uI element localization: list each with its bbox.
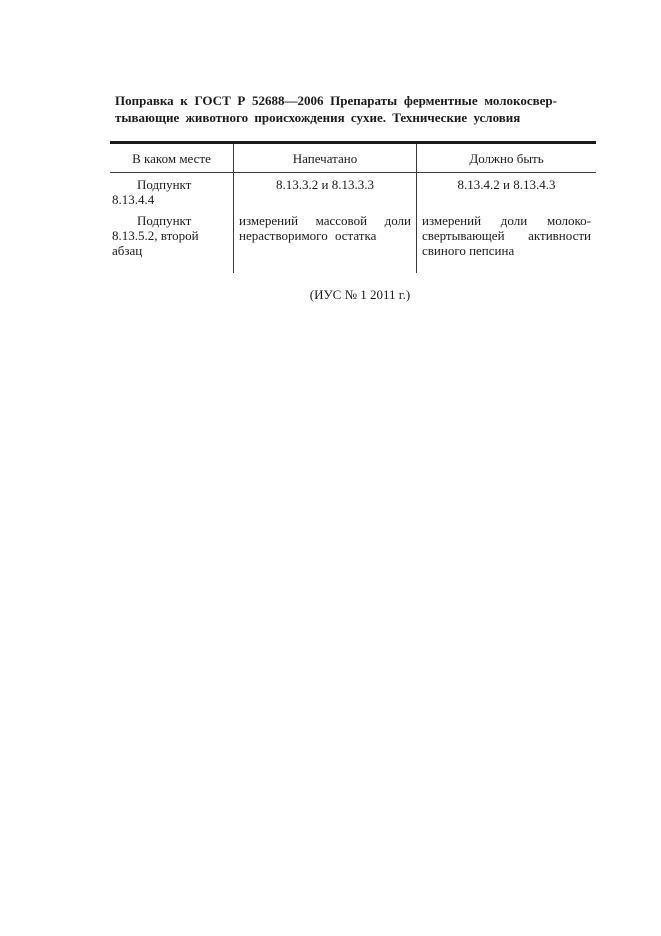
amendment-table xyxy=(110,141,596,273)
table-cell-line: Подпункт xyxy=(137,213,192,228)
table-cell-line: свертывающей активности xyxy=(422,228,591,243)
header-cell-printed: Напечатано xyxy=(233,144,416,172)
cell-printed-row2 xyxy=(233,209,416,273)
cell-location-row1 xyxy=(110,173,233,209)
title-line-2: тывающие животного происхождения сухие. Технические условия xyxy=(115,110,521,125)
table-cell-line: 8.13.4.4 xyxy=(112,192,155,207)
header-cell-should-be: Должно быть xyxy=(416,144,596,172)
table-cell-line: свиного пепсина xyxy=(422,243,515,258)
table-cell-line: абзац xyxy=(112,243,143,258)
cell-should-be-row2 xyxy=(416,209,596,273)
table-cell-line: измерений массовой доли xyxy=(239,213,411,228)
table-cell-line: измерений доли молоко- xyxy=(422,213,591,228)
cell-location-row2 xyxy=(110,209,233,273)
table-cell-line: 8.13.5.2, второй xyxy=(112,228,199,243)
document-title xyxy=(115,92,557,126)
table-cell-line: нерастворимого остатка xyxy=(239,228,377,243)
cell-should-be-row1 xyxy=(416,173,596,209)
header-cell-location: В каком месте xyxy=(132,151,211,166)
cell-printed-row1 xyxy=(233,173,416,209)
table-cell-line: Подпункт xyxy=(137,177,192,192)
table-body xyxy=(110,173,596,273)
table-cell-line: 8.13.3.2 и 8.13.3.3 xyxy=(276,177,374,192)
table-cell-line: 8.13.4.2 и 8.13.4.3 xyxy=(457,177,556,192)
title-line-1: Поправка к ГОСТ Р 52688—2006 Препараты ферментные молокосвер- xyxy=(115,93,557,108)
table-header-row xyxy=(110,144,596,173)
source-note: (ИУС № 1 2011 г.) xyxy=(309,287,411,302)
